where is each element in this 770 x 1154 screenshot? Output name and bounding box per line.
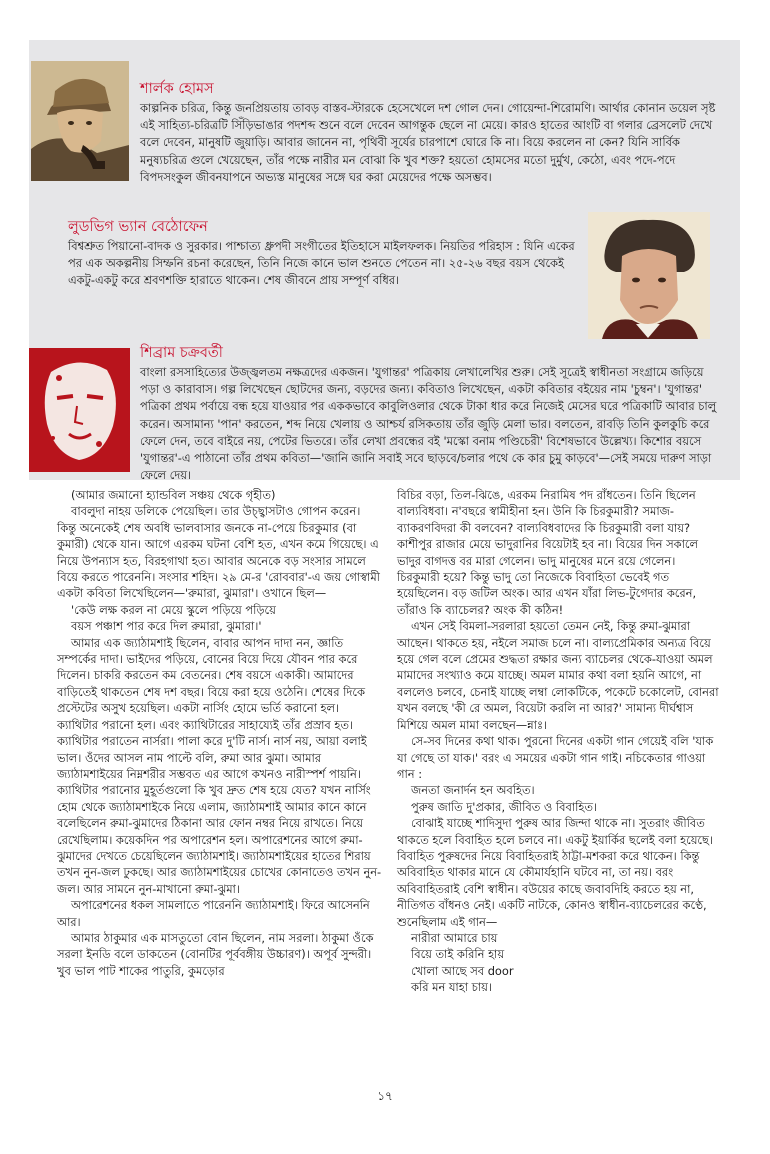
song-line: খোলা আছে সব door — [411, 963, 514, 978]
sherlock-profile — [140, 80, 725, 186]
paragraph: বোঝাই যাচ্ছে শাদিসুদা পুরুষ আর জিন্দা থাকে না। সুতরাং জীবিত থাকতে হলে বিবাহিত হলে চলবে না। একটু ইয়ার্কির ছলেই বলা হয়েছে। বিবাহিত পুরুষদের নিয়ে বিবাহিতরাই ঠাট্টা-মশকরা করে থাকেন। কিন্তু অবিবাহিত থাকার মানে যে কৌমার্যহানি ঘটবে না, তা নয়। বরং অবিবাহিতরাই বেশি স্বাধীন। বউয়ের কাছে জবাবদিহি করতে হয় না, নীতিগত বাঁধনও নেই। একটি নাটকে, কোনও স্বাধীন-ব্যাচেলরের কণ্ঠে, শুনেছিলাম এই গান— — [397, 816, 713, 929]
shibram-portrait — [29, 348, 130, 472]
song-line: করি মন যাহা চায়। — [411, 980, 492, 995]
song-line: জনতা জনার্দন হন অবহিত। — [411, 783, 535, 798]
beethoven-desc: বিশ্বশ্রুত পিয়ানো-বাদক ও সুরকার। পাশ্চাত্য ধ্রুপদী সংগীতের ইতিহাসে মাইলফলক। নিয়তির পরিহাস : যিনি একের পর এক অকল্পনীয় সিম্ফনি রচনা করেছেন, তিনি নিজে কানে ভাল শুনতে পেতেন না। ২৫-২৬ বছর বয়স থেকেই একটু-একটু করে শ্রবণশক্তি হারাতে থাকেন। শেষ জীবনে প্রায় সম্পূর্ণ বধির। — [68, 239, 575, 288]
paragraph: এখন সেই বিমলা-সরলারা হয়তো তেমন নেই, কিন্তু রুমা-ঝুমারা আছেন। থাকতে হয়, নইলে সমাজ চলে না। বাল্যপ্রেমিকার অন্যত্র বিয়ে হয়ে গেল বলে প্রেমের শুদ্ধতা রক্ষার জন্য ব্যাচেলর থেকে-যাওয়া অমল মামাদের সংখ্যাও কমে যাচ্ছে। অমল মামার কথা বলা হয়নি আগে, না বললেও চলবে, চেনাই যাচ্ছে লম্বা লোকটিকে, পকেটে চকোলেট, বোনরা যখন বলছে 'কী রে অমল, বিয়েটা করলি না আর?' সামান্য দীর্ঘশ্বাস মিশিয়ে অমল মামা বলছেন—ন্নাঃ। — [397, 619, 719, 732]
paragraph: অপারেশনের ধকল সামলাতে পারেননি জ্যাঠামশাই। ফিরে আসেননি আর। — [57, 898, 370, 929]
song-line: নারীরা আমারে চায় — [411, 930, 498, 945]
shibram-profile — [140, 344, 725, 484]
song-line: বিয়ে তাই করিনি হায় — [411, 947, 505, 962]
beethoven-name: লুডভিগ ভ্যান বেঠোফেন — [68, 219, 208, 235]
shibram-desc: বাংলা রসসাহিত্যের উজ্জ্বলতম নক্ষত্রদের একজন। 'যুগান্তর' পত্রিকায় লেখালেখির শুরু। সেই সূত্রেই স্বাধীনতা সংগ্রামে জড়িয়ে পড়া ও কারাবাস। গল্প লিখেছেন ছোটদের জন্য, বড়দের জন্য। কবিতাও লিখেছেন, একটা কবিতার বইয়ের নাম 'চুম্বন'। 'যুগান্তর' পত্রিকা প্রথম পর্বায়ে বন্ধ হয়ে যাওয়ার পর এককভাবে কাবুলিওলার থেকে টাকা ধার করে নিজেই মেসের ঘরে পত্রিকাটি আবার চালু করেন। অসামান্য 'পান' করতেন, শব্দ নিয়ে খেলায় ও আশ্চর্য রসিকতায় তাঁর জুড়ি মেলা ভার। বলতেন, রাবড়ি তিনি কুলকুচি করে ফেলে দেন, তবে বাইরে নয়, পেটের ভিতরে। তাঁর লেখা প্রবন্ধের বই 'মস্কো বনাম পণ্ডিচেরী' বিশেষভাবে উল্লেখ্য। কিশোর বয়সে 'যুগান্তর'-এ পাঠানো তাঁর প্রথম কবিতা—'জানি জানি সবাই সবে ছাড়বে/চলার পথে কে কার চুমু কাড়বে'—সেই সময়ে দারুণ সাড়া ফেলে দেয়। — [140, 365, 717, 483]
beethoven-profile — [68, 218, 582, 290]
left-column — [57, 487, 382, 979]
paragraph: বাবলুদা নাহয় ডলিকে পেয়েছিল। তার উচ্ছ্বাসটাও গোপন করেন। কিন্তু অনেকেই শেষ অবধি ভালবাসার জনকে না-পেয়ে চিরকুমার (বা কুমারী) থেকে যান। আগে এরকম ঘটনা বেশি হত, এখন কমে গিয়েছে। এ নিয়ে উপন্যাস হত, বিরহগাথা হত। আবার অনেকে বড় সংসার সামলে বিয়ে করতে পারেননি। সংসার শহিদ। ২৯ মে-র 'রোববার'-এ জয় গোস্বামী একটা কবিতা লিখেছিলেন—'রুমারা, ঝুমারা'। ওখানে ছিল— — [57, 504, 380, 601]
sherlock-name: শার্লক হোমস — [140, 81, 214, 97]
shibram-name: শিব্রাম চক্রবর্তী — [140, 345, 223, 361]
page-number: ১৭ — [377, 1089, 393, 1103]
right-column — [397, 487, 720, 996]
paragraph: আমার ঠাকুমার এক মাসতুতো বোন ছিলেন, নাম সরলা। ঠাকুমা ওঁকে সরলা ইনডি বলে ডাকতেন (বোনটির পূর্ববঙ্গীয় উচ্চারণ)। অপূর্ব সুন্দরী। খুব ভাল পাট শাকের পাতুরি, কুমড়োর — [57, 930, 374, 978]
sherlock-desc: কাল্পনিক চরিত্র, কিন্তু জনপ্রিয়তায় তাবড় বাস্তব-স্টারকে হেসেখেলে দশ গোল দেন। গোয়েন্দা-শিরোমণি। আর্থার কোনান ডয়েল সৃষ্ট এই সাহিত্য-চরিত্রটি সিঁড়িভাঙার পদশব্দ শুনে বলে দেবেন আগন্তুক ছেলে না মেয়ে। কারও হাতের আংটি বা গলার ব্রেসলেট দেখে বলে দেবেন, মানুষটি জুয়াড়ি। আবার জানেন না, পৃথিবী সূর্যের চারপাশে ঘোরে কি না। বিয়ে করলেন না কেন? যিনি সার্বিক মনুষ্যচরিত্র গুলে খেয়েছেন, তাঁর পক্ষে নারীর মন বোঝা কি খুব শক্ত? হয়তো হোমসের মতো দুর্মুখ, কেঠো, এবং পদে-পদে বিপদসংকুল জীবনযাপনে অভ্যস্ত মানুষের সঙ্গে ঘর করা মেয়েদের পক্ষে অসম্ভব। — [140, 101, 716, 184]
poem-line: 'কেউ লক্ষ করল না মেয়ে স্কুলে পড়িয়ে পড়িয়ে — [71, 602, 276, 617]
sherlock-holmes-portrait — [31, 61, 129, 181]
paragraph: বিচির বড়া, তিল-ঝিঙে, এরকম নিরামিষ পদ রাঁধতেন। তিনি ছিলেন বাল্যবিধবা। ন'বছরে স্বামীহীনা হন। উনি কি চিরকুমারী? সমাজ-ব্যাকরণবিদরা কী বলবেন? বাল্যবিধবাদের কি চিরকুমারী বলা যায়? কাশীপুর রাজার মেয়ে ভাদুরানির বিয়েটাই হব না। বিয়ের দিন সকালে ভাদুর বাগদত্ত বর মারা গেলেন। ভাদু মানুষের মনে রয়ে গেলেন। চিরকুমারী হয়ে? কিন্তু ভাদু তো নিজেকে বিবাহিতা ভেবেই গত হয়েছিলেন। বড় জটিল অংক। আর এখন যাঁরা লিভ-টুগেদার করেন, তাঁরাও কি ব্যাচেলর? অংক কী কঠিন! — [397, 488, 698, 617]
paragraph: (আমার জমানো হ্যান্ডবিল সঞ্চয় থেকে গৃহীত) — [71, 488, 276, 502]
paragraph: আমার এক জ্যাঠামশাই ছিলেন, বাবার আপন দাদা নন, জ্ঞাতি সম্পর্কের দাদা। ভাইদের পড়িয়ে, বোনের বিয়ে দিয়ে যৌবন পার করে দিলেন। চাকরি করতেন কম বেতনের। শেষ বয়সে একাকী। আমাদের বাড়িতেই থাকতেন শেষ দশ বছর। বিয়ে করা হয়ে ওঠেনি। শেষের দিকে প্রস্টেটের অসুখ হয়েছিল। একটা নার্সিং হোমে ভর্তি করানো হল। ক্যাথিটার পরানো হল। এবং ক্যাথিটারের সাহায্যেই তাঁর প্রস্রাব হত। ক্যাথিটার পরাতেন নার্সরা। পালা করে দু'টি নার্স। নার্স নয়, আয়া বলাই ভাল। ওঁদের আসল নাম পাল্টে বলি, রুমা আর ঝুমা। আমার জ্যাঠামশাইয়ের নিম্নশরীর সম্ভবত এর আগে কখনও নারীস্পর্শ পায়নি। ক্যাথিটার পরানোর মুহূর্তগুলো কি খুব দ্রুত শেষ হয়ে যেত? যখন নার্সিং হোম থেকে জ্যাঠামশাইকে নিয়ে এলাম, জ্যাঠামশাই আমার কানে কানে বলেছিলেন রুমা-ঝুমাদের ঠিকানা আর ফোন নম্বর নিয়ে রাখতে। নিয়ে রেখেছিলাম। কয়েকদিন পর অপারেশন হল। অপারেশনের আগে রুমা-ঝুমাদের দেখতে চেয়েছিলেন জ্যাঠামশাই। জ্যাঠামশাইয়ের হাতের শিরায় তখন নুন-জল ঢুকছে। আর জ্যাঠামশাইয়ের চোখের কোনাতেও তখন নুন-জল। আর সামনে নুন-মাখানো রুমা-ঝুমা। — [57, 635, 382, 896]
poem-line: বয়স পঞ্চাশ পার করে দিল রুমারা, ঝুমারা।' — [71, 619, 262, 634]
song-line: পুরুষ জাতি দু'প্রকার, জীবিত ও বিবাহিত। — [411, 799, 598, 814]
paragraph: সে-সব দিনের কথা থাক। পুরনো দিনের একটা গান গেয়েই বলি 'যাক যা গেছে তা যাক।' বরং এ সময়ের একটা গান গাই। নচিকেতার গাওয়া গান : — [397, 734, 714, 781]
beethoven-portrait — [588, 212, 710, 339]
